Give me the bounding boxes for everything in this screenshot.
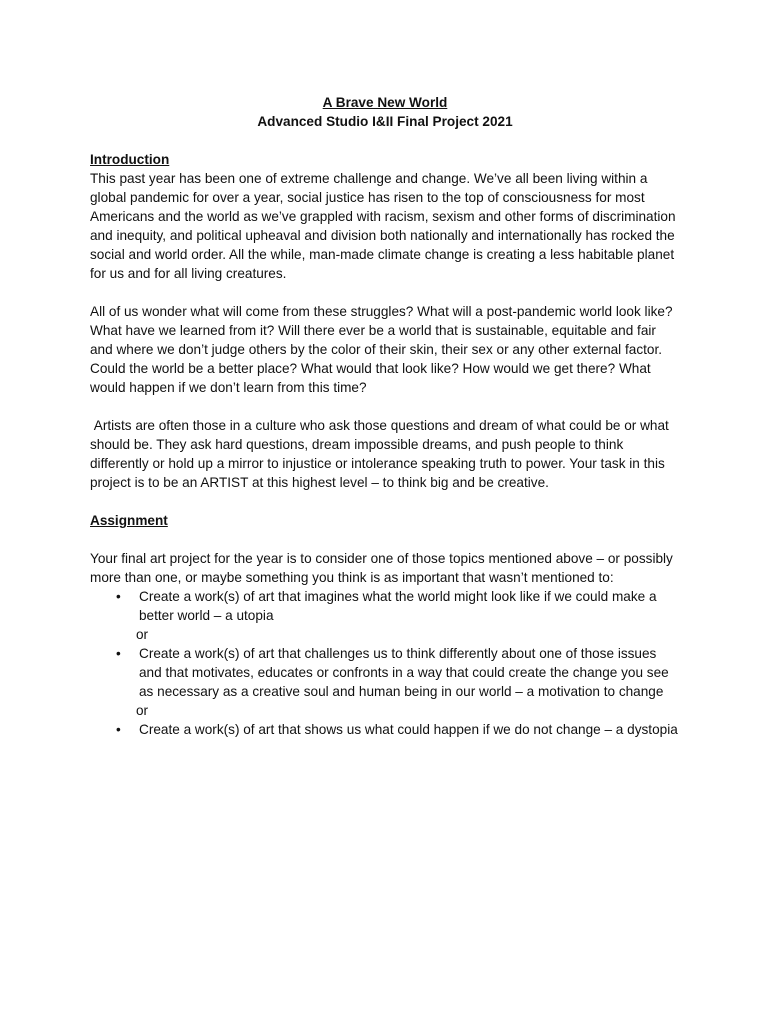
or-separator-2: or: [136, 703, 149, 718]
spacer: [90, 492, 680, 511]
spacer: [90, 131, 680, 150]
option-item-dystopia: [90, 720, 680, 739]
document-body: [90, 93, 680, 739]
bullet-icon: •: [116, 589, 121, 604]
option-text-utopia: Create a work(s) of art that imagines what the world might look like if we could make a better world – a utopia: [139, 589, 657, 623]
bullet-icon: •: [116, 646, 121, 661]
spacer: [90, 283, 680, 302]
spacer: [90, 530, 680, 549]
assignment-intro: Your final art project for the year is to consider one of those topics mentioned above – or possibly more than one, or maybe something you think is as important that wasn’t mentioned to:: [90, 551, 673, 585]
document-subtitle: Advanced Studio I&II Final Project 2021: [257, 114, 513, 129]
options-list: [90, 587, 680, 739]
or-separator-1: or: [136, 627, 149, 642]
introduction-heading: Introduction: [90, 152, 170, 167]
option-text-dystopia: Create a work(s) of art that shows us what could happen if we do not change – a dystopia: [139, 722, 678, 737]
document-title-text: A Brave New World: [322, 95, 448, 110]
bullet-icon: •: [116, 722, 121, 737]
option-item-motivation: [90, 644, 680, 701]
document-title: [90, 93, 680, 112]
option-item-utopia: [90, 587, 680, 625]
intro-paragraph-2: All of us wonder what will come from these struggles? What will a post-pandemic world look like? What have we learned from it? Will there ever be a world that is sustainable, equitable and fair and where we don’t judge others by the color of their skin, their sex or any other external factor. Could the world be a better place? What would that look like? How would we get there? What would happen if we don’t learn from this time?: [90, 304, 673, 395]
assignment-heading: Assignment: [90, 513, 168, 528]
spacer: [90, 397, 680, 416]
intro-paragraph-1: This past year has been one of extreme challenge and change. We’ve all been living within a global pandemic for over a year, social justice has risen to the top of consciousness for most Americans and the world as we’ve grappled with racism, sexism and other forms of discrimination and inequity, and political upheaval and division both nationally and internationally has rocked the social and world order. All the while, man-made climate change is creating a less habitable planet for us and for all living creatures.: [90, 171, 676, 281]
option-text-motivation: Create a work(s) of art that challenges us to think differently about one of those issues and that motivates, educates or confronts in a way that could create the change you see as necessary as a creative soul and human being in our world – a motivation to change: [139, 646, 669, 699]
intro-paragraph-3: Artists are often those in a culture who ask those questions and dream of what could be or what should be. They ask hard questions, dream impossible dreams, and push people to think differently or hold up a mirror to injustice or intolerance speaking truth to power. Your task in this project is to be an ARTIST at this highest level – to think big and be creative.: [90, 418, 673, 490]
